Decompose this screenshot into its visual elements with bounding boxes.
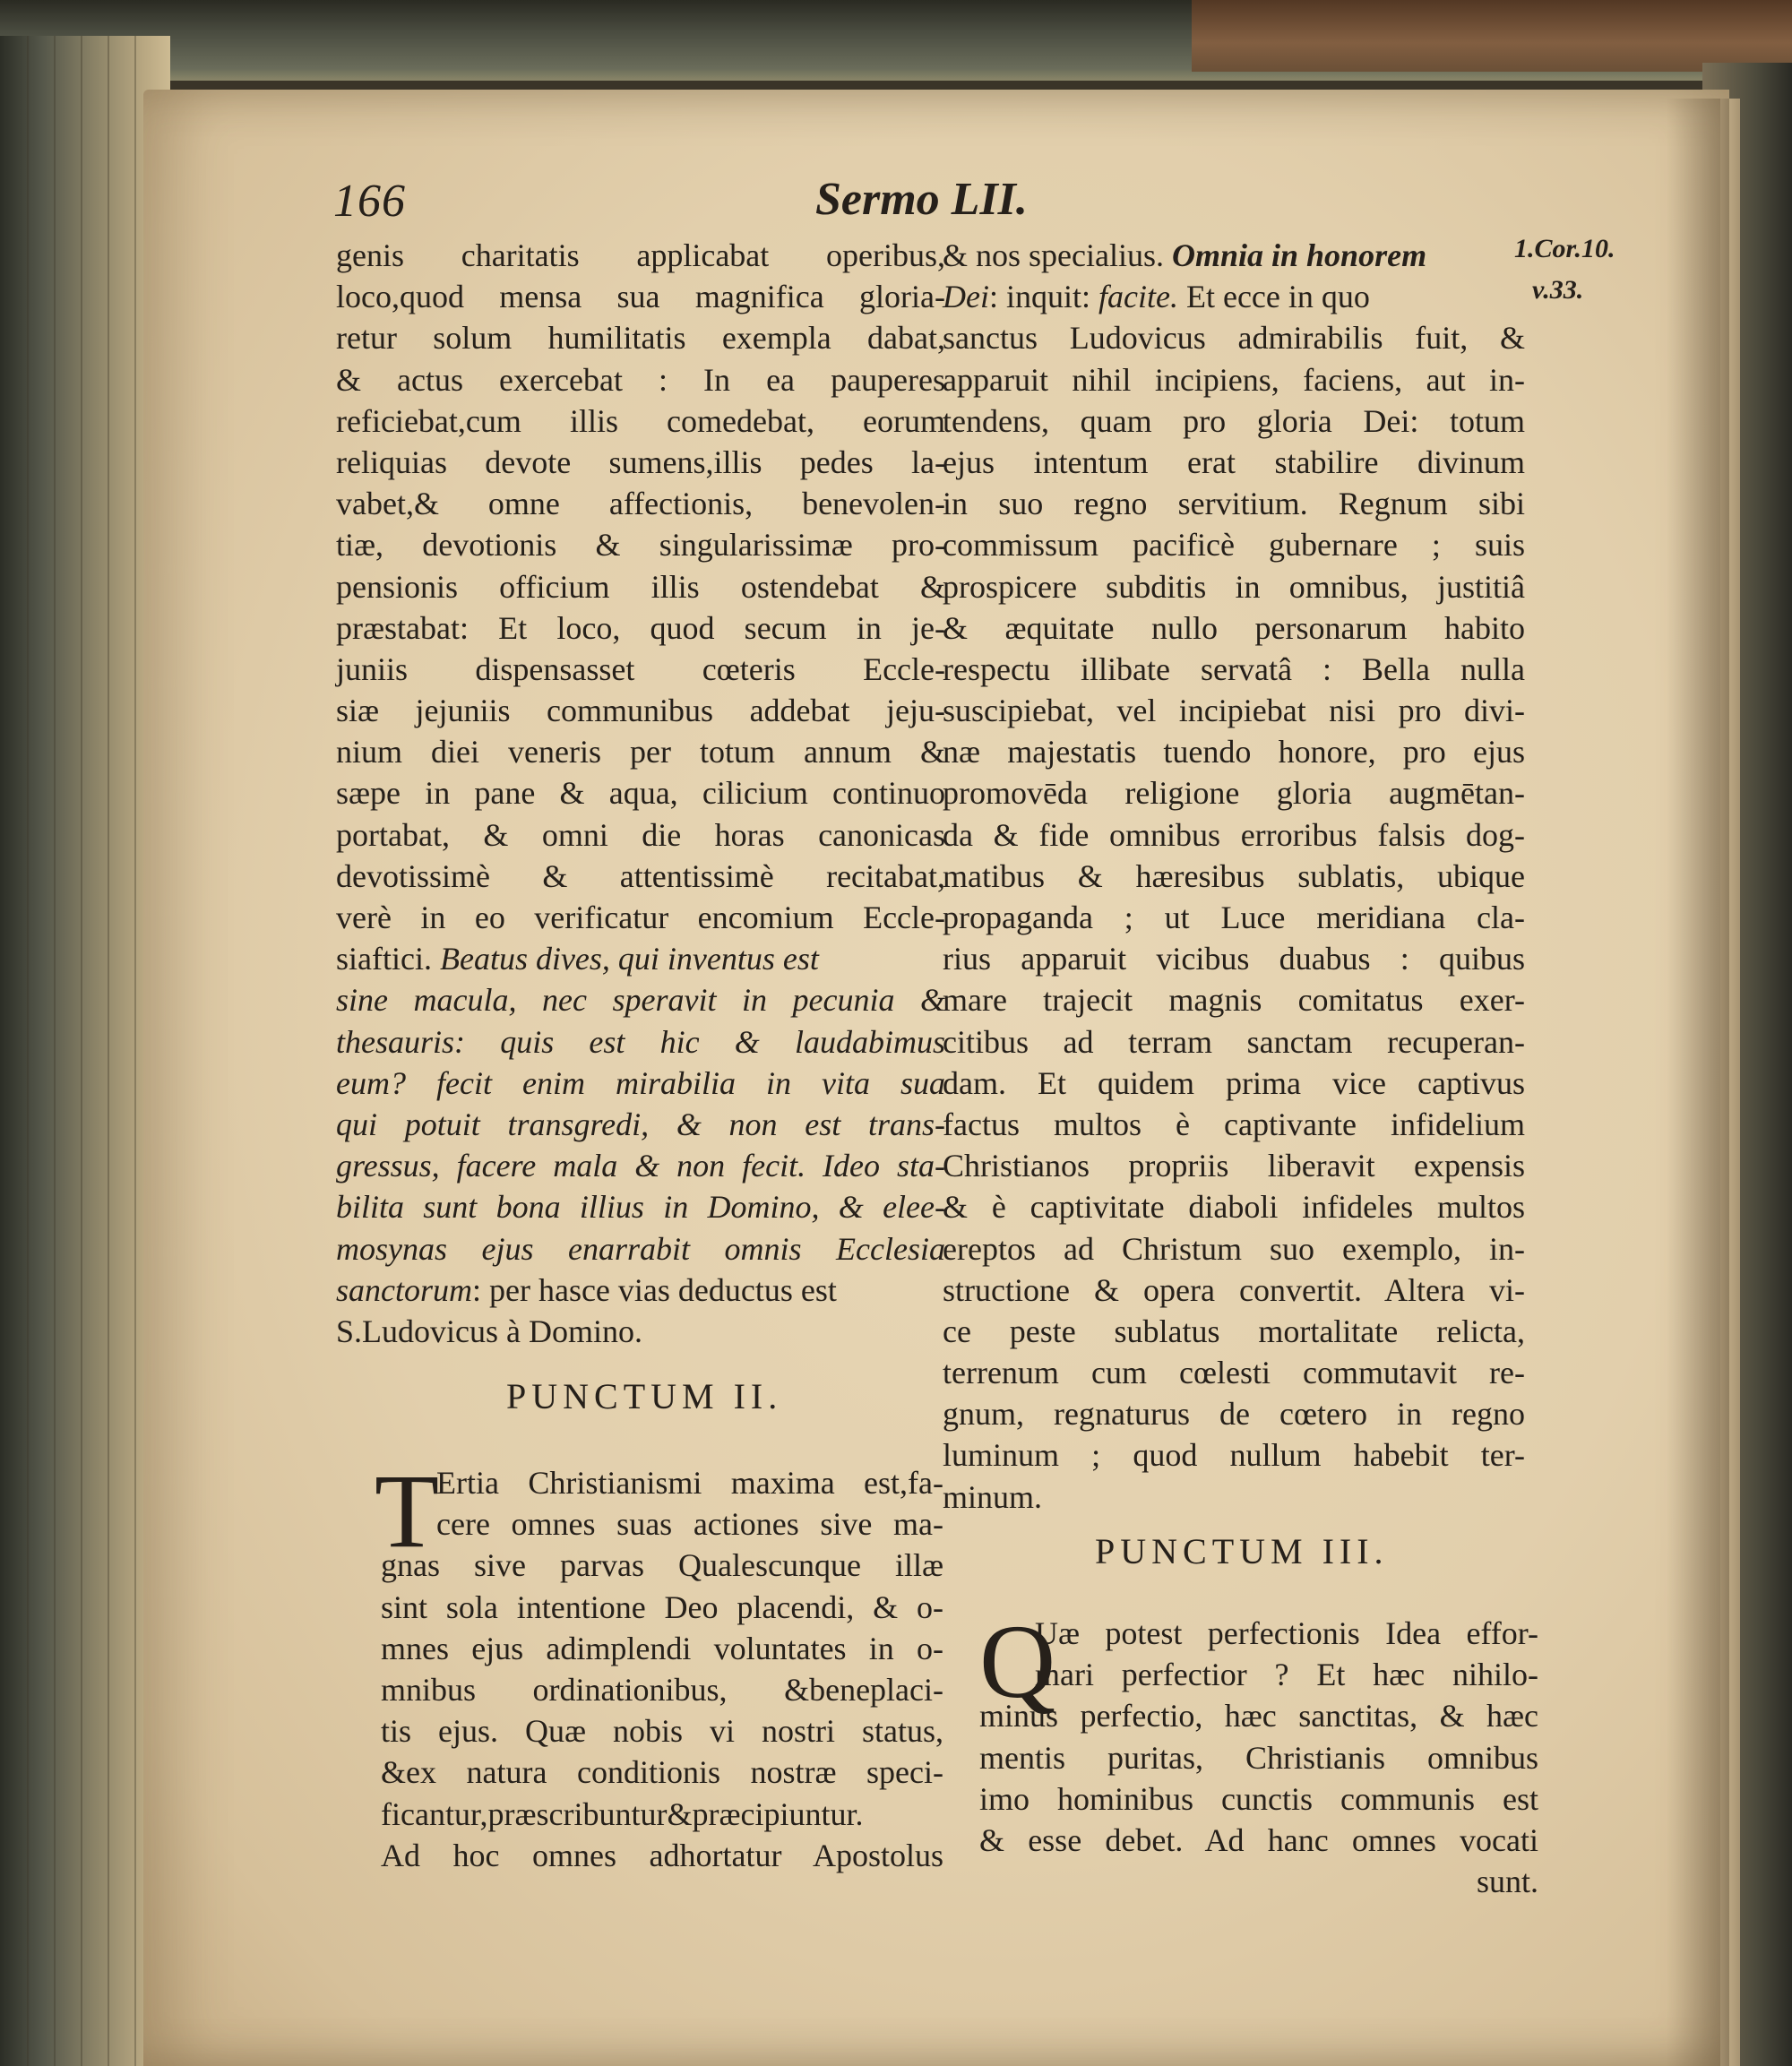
text-line: Ertia Christianismi maxima est,fa- — [436, 1465, 943, 1501]
gutter-shadow — [1667, 99, 1729, 2066]
section-ii-text — [381, 1462, 943, 1876]
scripture-line: eum? fecit enim mirabilia in vita sua — [336, 1064, 945, 1101]
text-line: citibus ad terram sanctam recuperan- — [943, 1023, 1525, 1060]
text-line: sunt. — [1476, 1864, 1538, 1900]
text-line: & actus exercebat : In ea pauperes — [336, 361, 945, 398]
text-line: da & fide omnibus erroribus falsis dog- — [943, 816, 1525, 853]
text-line: propaganda ; ut Luce meridiana cla- — [943, 900, 1525, 935]
right-column — [943, 235, 1525, 1518]
text-line: cere omnes suas actiones sive ma- — [436, 1506, 943, 1543]
text-line: mentis puritas, Christianis omnibus — [979, 1739, 1538, 1776]
text-line-mixed — [943, 235, 1525, 276]
text-line: & è captivitate diaboli infideles multos — [943, 1189, 1525, 1226]
margin-note-ref: 1.Cor.10. — [1514, 234, 1615, 263]
text-line: mare trajecit magnis comitatus exer- — [943, 982, 1525, 1019]
text-line: terrenum cum cœlesti commutavit re- — [943, 1355, 1525, 1391]
drop-cap-t: T — [375, 1452, 440, 1570]
margin-note — [1514, 228, 1615, 311]
text-line: imo hominibus cunctis communis est — [979, 1780, 1538, 1817]
text-line: tiæ, devotionis & singularissimæ pro- — [336, 527, 945, 564]
scripture-line: mosynas ejus enarrabit omnis Ecclesia — [336, 1230, 945, 1267]
text-line: juniis dispensasset cœteris Eccle- — [336, 650, 945, 687]
text-line: nium diei veneris per totum annum & — [336, 734, 945, 770]
scripture-line: gressus, facere mala & non fecit. Ideo sta- — [336, 1148, 945, 1184]
text-line: promovēda religione gloria augmētan- — [943, 775, 1525, 812]
text-line-mixed — [943, 276, 1525, 317]
text-line: tis ejus. Quæ nobis vi nostri status, — [381, 1713, 943, 1750]
text-line: loco,quod mensa sua magnifica gloria- — [336, 279, 945, 315]
scripture-line: qui potuit transgredi, & non est trans- — [336, 1106, 945, 1142]
text-line: præstabat: Et loco, quod secum in je- — [336, 609, 945, 646]
drop-cap-q: Q — [979, 1603, 1056, 1720]
scripture-quote: Omnia in honorem — [1171, 237, 1427, 273]
text-fragment: Et ecce in quo — [1185, 279, 1370, 315]
text-line-mixed — [336, 938, 945, 979]
text-line: & æquitate nullo personarum habito — [943, 609, 1525, 646]
text-line: dam. Et quidem prima vice captivus — [943, 1064, 1525, 1101]
scripture-line: thesauris: quis est hic & laudabimus — [336, 1023, 945, 1060]
text-line: sæpe in pane & aqua, cilicium continuo — [336, 775, 945, 812]
text-line: Uæ potest perfectionis Idea effor- — [1035, 1615, 1538, 1651]
scripture-quote: Dei — [943, 279, 989, 315]
text-line: luminum ; quod nullum habebit ter- — [943, 1437, 1525, 1474]
text-line: suscipiebat, vel incipiebat nisi pro divi- — [943, 693, 1525, 729]
text-line: commissum pacificè gubernare ; suis — [943, 527, 1525, 564]
text-line: in suo regno servitium. Regnum sibi — [943, 486, 1525, 522]
text-line: & esse debet. Ad hanc omnes vocati — [979, 1821, 1538, 1858]
text-line: &ex natura conditionis nostræ speci- — [381, 1754, 943, 1791]
text-line: gnas sive parvas Qualescunque illæ — [381, 1547, 943, 1584]
margin-note-verse: v.33. — [1532, 275, 1584, 306]
section-heading-punctum-iii: PUNCTUM III. — [1095, 1531, 1389, 1571]
text-line: verè in eo verificatur encomium Eccle- — [336, 900, 945, 935]
text-line: siæ jejuniis communibus addebat jeju- — [336, 693, 945, 729]
text-line: factus multos è captivante infidelium — [943, 1106, 1525, 1142]
text-line: minus perfectio, hæc sanctitas, & hæc — [979, 1698, 1538, 1735]
text-line: portabat, & omni die horas canonicas — [336, 816, 945, 853]
text-line: næ majestatis tuendo honore, pro ejus — [943, 734, 1525, 770]
text-line: Christianos propriis liberavit expensis — [943, 1148, 1525, 1184]
page-number: 166 — [333, 176, 406, 227]
text-line: apparuit nihil incipiens, faciens, aut in- — [943, 361, 1525, 398]
text-line: mari perfectior ? Et hæc nihilo- — [1035, 1657, 1538, 1693]
text-line: reficiebat,cum illis comedebat, eorum — [336, 402, 945, 439]
section-heading-punctum-ii: PUNCTUM II. — [506, 1376, 783, 1416]
scripture-quote: facite. — [1098, 279, 1178, 315]
text-line: reliquias devote sumens,illis pedes la- — [336, 443, 945, 480]
text-line: tendens, quam pro gloria Dei: totum — [943, 402, 1525, 439]
text-line: ejus intentum erat stabilire divinum — [943, 443, 1525, 480]
text-line: minum. — [943, 1478, 1043, 1515]
text-line-mixed — [336, 1270, 945, 1311]
text-line: rius apparuit vicibus duabus : quibus — [943, 941, 1525, 977]
text-line: gnum, regnaturus de cœtero in regno — [943, 1396, 1525, 1433]
text-line: retur solum humilitatis exempla dabat, — [336, 320, 945, 357]
text-line: ereptos ad Christum suo exemplo, in- — [943, 1230, 1525, 1267]
text-fragment: : inquit: — [988, 279, 1090, 315]
text-line: genis charitatis applicabat operibus, — [336, 237, 945, 273]
text-fragment: siaftici. — [336, 941, 432, 977]
text-line: mnes ejus adimplendi voluntates in o- — [381, 1630, 943, 1666]
text-line: vabet,& omne affectionis, benevolen- — [336, 486, 945, 522]
text-fragment: : per hasce vias deductus est — [472, 1271, 837, 1308]
text-line: pensionis officium illis ostendebat & — [336, 568, 945, 605]
text-line: structione & opera convertit. Altera vi- — [943, 1271, 1525, 1308]
text-line: S.Ludovicus à Domino. — [336, 1313, 642, 1349]
text-line: sanctus Ludovicus admirabilis fuit, & — [943, 320, 1525, 357]
text-line: sint sola intentione Deo placendi, & o- — [381, 1588, 943, 1625]
section-iii-text — [979, 1603, 1538, 1902]
text-line: Ad hoc omnes adhortatur Apostolus — [381, 1837, 943, 1873]
text-line: ce peste sublatus mortalitate relicta, — [943, 1313, 1525, 1349]
text-line: matibus & hæresibus sublatis, ubique — [943, 857, 1525, 894]
scripture-quote-end: sanctorum — [336, 1271, 472, 1308]
text-line: mnibus ordinationibus, &beneplaci- — [381, 1671, 943, 1708]
text-line: prospicere subditis in omnibus, justitiâ — [943, 568, 1525, 605]
text-fragment: & nos specialius. — [943, 237, 1164, 273]
text-line: ficantur,præscribuntur&præcipiuntur. — [381, 1795, 864, 1832]
leather-spine — [1192, 0, 1792, 72]
text-line: respectu illibate servatâ : Bella nulla — [943, 650, 1525, 687]
scripture-quote: Beatus dives, qui inventus est — [439, 941, 819, 977]
left-column — [336, 235, 945, 1352]
scripture-line: sine macula, nec speravit in pecunia & — [336, 982, 945, 1019]
text-line: devotissimè & attentissimè recitabat, — [336, 857, 945, 894]
running-head: Sermo LII. — [815, 174, 1028, 225]
scripture-line: bilita sunt bona illius in Domino, & elee- — [336, 1189, 945, 1226]
